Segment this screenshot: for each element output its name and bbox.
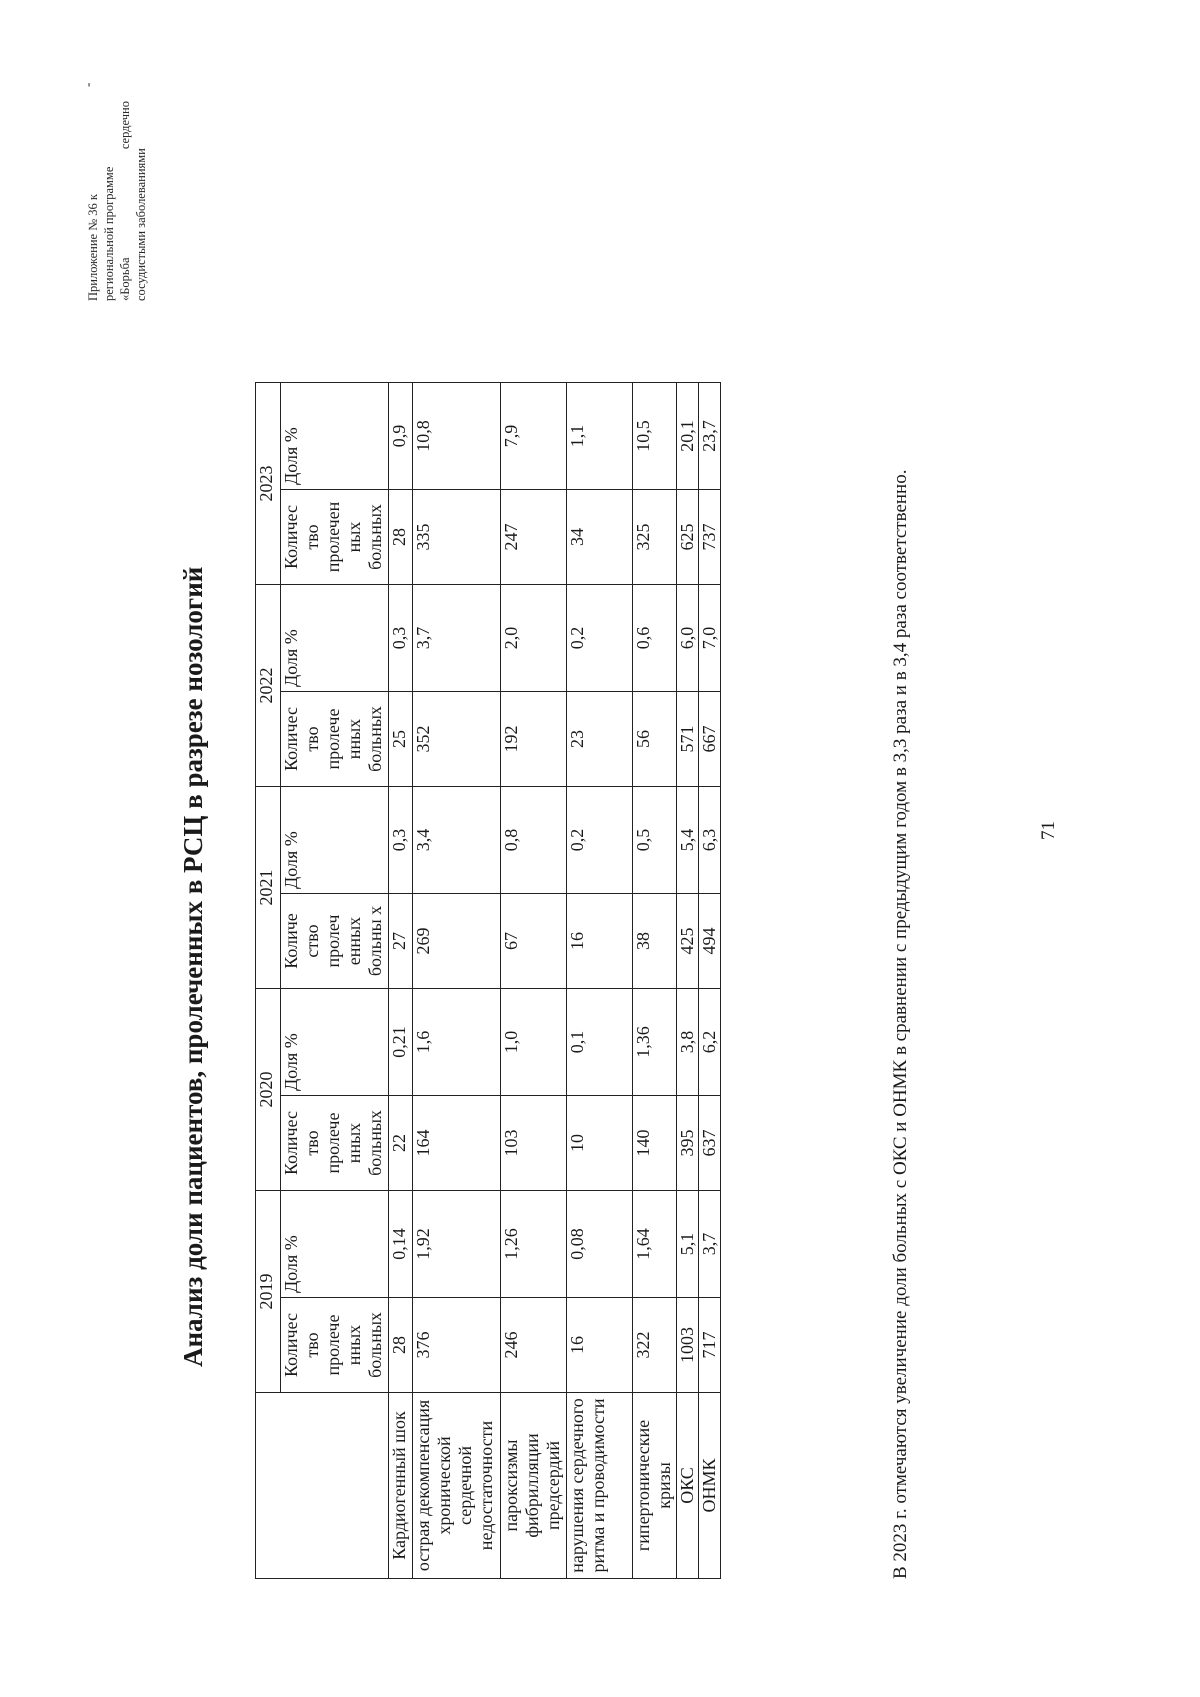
year-header: 2023 (256, 383, 281, 585)
count-cell: 10 (567, 1096, 633, 1191)
count-cell: 425 (677, 894, 699, 989)
count-cell: 67 (501, 894, 567, 989)
share-cell: 6,2 (699, 989, 721, 1096)
share-cell: 1,0 (501, 989, 567, 1096)
count-cell: 247 (501, 490, 567, 585)
count-cell: 269 (413, 894, 501, 989)
share-cell: 1,92 (413, 1191, 501, 1298)
count-cell: 16 (567, 1298, 633, 1393)
share-cell: 0,1 (567, 989, 633, 1096)
appendix-line-1: Приложение № 36 к (86, 194, 100, 301)
header-empty-cell (256, 1393, 389, 1579)
table-row (389, 383, 413, 1579)
share-cell: 23,7 (699, 383, 721, 490)
count-cell: 737 (699, 490, 721, 585)
share-cell: 0,21 (389, 989, 413, 1096)
nosology-name: острая декомпенсация хронической сердечной недостаточности (413, 1393, 501, 1579)
table-row (633, 383, 677, 1579)
count-cell: 667 (699, 692, 721, 787)
year-header: 2022 (256, 585, 281, 787)
appendix-line-4: сосудистыми заболеваниями (134, 148, 148, 301)
table-row (699, 383, 721, 1579)
page-title: Анализ доли пациентов, пролеченных в РСЦ в разрезе нозологий (178, 566, 208, 1367)
share-cell: 6,0 (677, 585, 699, 692)
count-cell: 38 (633, 894, 677, 989)
nosology-table-wrapper (255, 382, 721, 1579)
count-cell: 16 (567, 894, 633, 989)
share-cell: 6,3 (699, 787, 721, 894)
dash-mark: - (80, 82, 95, 87)
share-cell: 7,9 (501, 383, 567, 490)
count-cell: 395 (677, 1096, 699, 1191)
share-cell: 0,8 (501, 787, 567, 894)
table-row (677, 383, 699, 1579)
count-cell: 56 (633, 692, 677, 787)
count-cell: 1003 (677, 1298, 699, 1393)
appendix-line-2: региональной программе (102, 166, 116, 301)
count-cell: 192 (501, 692, 567, 787)
count-cell: 322 (633, 1298, 677, 1393)
count-cell: 25 (389, 692, 413, 787)
share-cell: 5,1 (677, 1191, 699, 1298)
count-cell: 34 (567, 490, 633, 585)
appendix-note (85, 71, 149, 301)
share-cell: 1,26 (501, 1191, 567, 1298)
share-cell: 0,3 (389, 787, 413, 894)
share-header: Доля % (281, 383, 389, 490)
share-cell: 3,4 (413, 787, 501, 894)
share-header: Доля % (281, 585, 389, 692)
nosology-name: ОКС (677, 1393, 699, 1579)
count-cell: 140 (633, 1096, 677, 1191)
share-header: Доля % (281, 1191, 389, 1298)
share-cell: 7,0 (699, 585, 721, 692)
year-header: 2020 (256, 989, 281, 1191)
share-cell: 3,7 (699, 1191, 721, 1298)
share-cell: 20,1 (677, 383, 699, 490)
count-cell: 164 (413, 1096, 501, 1191)
count-cell: 352 (413, 692, 501, 787)
count-cell: 28 (389, 490, 413, 585)
share-cell: 10,5 (633, 383, 677, 490)
share-cell: 1,1 (567, 383, 633, 490)
share-cell: 0,9 (389, 383, 413, 490)
count-cell: 27 (389, 894, 413, 989)
share-cell: 0,3 (389, 585, 413, 692)
count-header: Количес тво пролече нных больных (281, 692, 389, 787)
appendix-line-3 (117, 101, 133, 301)
count-cell: 717 (699, 1298, 721, 1393)
year-header: 2021 (256, 787, 281, 989)
table-body (389, 383, 721, 1579)
count-cell: 637 (699, 1096, 721, 1191)
share-cell: 0,2 (567, 787, 633, 894)
count-header: Количе ство пролеч енных больны х (281, 894, 389, 989)
share-cell: 1,36 (633, 989, 677, 1096)
count-cell: 571 (677, 692, 699, 787)
nosology-name: нарушения сердечного ритма и проводимости (567, 1393, 633, 1579)
count-cell: 246 (501, 1298, 567, 1393)
header-row-years (256, 383, 281, 1579)
share-cell: 2,0 (501, 585, 567, 692)
page-number: 71 (1038, 821, 1059, 840)
count-header: Количес тво пролечен ных больных (281, 490, 389, 585)
share-cell: 0,14 (389, 1191, 413, 1298)
share-cell: 1,6 (413, 989, 501, 1096)
count-cell: 325 (633, 490, 677, 585)
share-cell: 3,8 (677, 989, 699, 1096)
count-cell: 494 (699, 894, 721, 989)
analysis-note: В 2023 г. отмечаются увеличение доли больных с ОКС и ОНМК в сравнении с предыдущим годом в 3,3 раза и в 3,4 раза соответственно. (890, 469, 911, 1579)
nosology-table (255, 382, 721, 1579)
count-cell: 376 (413, 1298, 501, 1393)
appendix-line-3a: «Борьба (118, 257, 132, 301)
count-cell: 625 (677, 490, 699, 585)
nosology-name: ОНМК (699, 1393, 721, 1579)
count-cell: 22 (389, 1096, 413, 1191)
table-row (501, 383, 567, 1579)
share-cell: 0,5 (633, 787, 677, 894)
nosology-name: Кардиогенный шок (389, 1393, 413, 1579)
table-row (413, 383, 501, 1579)
share-cell: 0,6 (633, 585, 677, 692)
nosology-name: пароксизмы фибрилляции предсердий (501, 1393, 567, 1579)
share-cell: 1,64 (633, 1191, 677, 1298)
share-cell: 3,7 (413, 585, 501, 692)
table-row (567, 383, 633, 1579)
count-header: Количес тво пролече нных больных (281, 1096, 389, 1191)
appendix-line-3b: сердечно (118, 101, 132, 150)
share-cell: 5,4 (677, 787, 699, 894)
share-header: Доля % (281, 989, 389, 1096)
share-cell: 0,08 (567, 1191, 633, 1298)
nosology-name: гипертонические кризы (633, 1393, 677, 1579)
share-cell: 0,2 (567, 585, 633, 692)
share-header: Доля % (281, 787, 389, 894)
count-cell: 103 (501, 1096, 567, 1191)
count-cell: 28 (389, 1298, 413, 1393)
count-header: Количес тво пролече нных больных (281, 1298, 389, 1393)
count-cell: 335 (413, 490, 501, 585)
share-cell: 10,8 (413, 383, 501, 490)
year-header: 2019 (256, 1191, 281, 1393)
count-cell: 23 (567, 692, 633, 787)
